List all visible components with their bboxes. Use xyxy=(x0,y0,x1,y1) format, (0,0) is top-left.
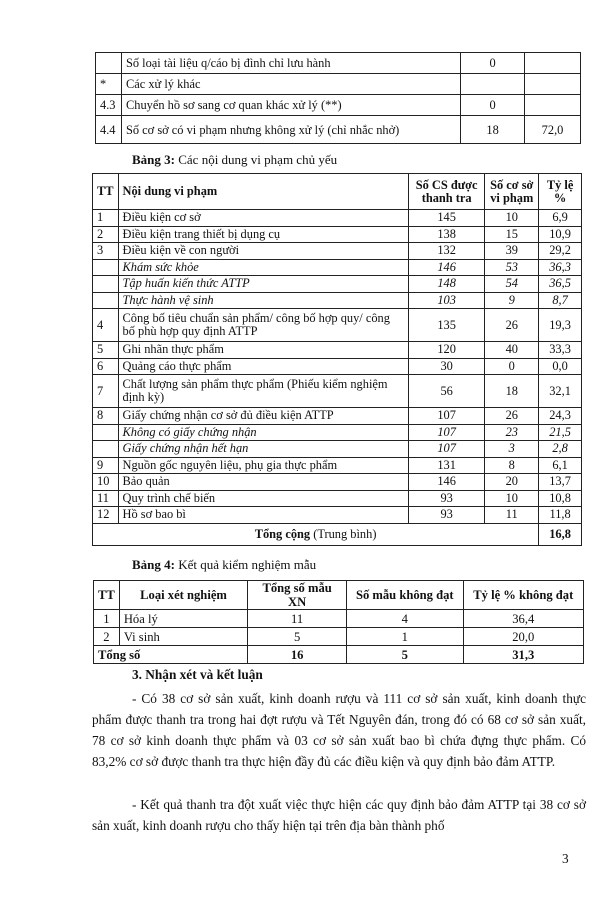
table-row xyxy=(93,457,582,474)
total-label-bold: Tổng cộng xyxy=(254,526,311,541)
table-row xyxy=(93,292,582,309)
violations-table xyxy=(92,173,582,546)
violations-table-header xyxy=(93,174,582,210)
row-label: Chuyển hồ sơ sang cơ quan khác xử lý (**) xyxy=(121,95,460,116)
test-results-header xyxy=(94,581,584,610)
table-row xyxy=(93,243,582,260)
row-number xyxy=(96,53,122,74)
row-inspected: 148 xyxy=(408,276,484,293)
table3-caption xyxy=(132,152,337,168)
row-content: Chất lượng sản phẩm thực phẩm (Phiếu kiểm nghiệm định kỳ) xyxy=(118,375,408,408)
row-violating: 39 xyxy=(485,243,539,260)
table-row xyxy=(93,226,582,243)
row-content: Điều kiện về con người xyxy=(118,243,408,260)
table-row xyxy=(93,375,582,408)
row-ratio: 36,4 xyxy=(463,610,583,628)
row-tt xyxy=(93,292,119,309)
row-count: 0 xyxy=(461,95,525,116)
row-number: 4.3 xyxy=(96,95,122,116)
row-number: 4.4 xyxy=(96,116,122,144)
row-violating: 18 xyxy=(485,375,539,408)
row-content: Giấy chứng nhận hết hạn xyxy=(118,441,408,458)
table-row xyxy=(96,116,581,144)
table-row xyxy=(96,74,581,95)
t4-header-fail: Số mẫu không đạt xyxy=(347,581,464,610)
row-ratio: 13,7 xyxy=(539,474,582,491)
row-inspected: 103 xyxy=(408,292,484,309)
row-inspected: 107 xyxy=(408,441,484,458)
header-ratio: Tỷ lệ % xyxy=(539,174,582,210)
row-tt: 5 xyxy=(93,342,119,359)
paragraph-2: - Kết quả thanh tra đột xuất việc thực hiện các quy định bảo đảm ATTP tại 38 cơ sở sản xuất, kinh doanh rượu cho thấy hiện tại trên địa bàn thành phố xyxy=(92,797,586,833)
row-ratio: 0,0 xyxy=(539,358,582,375)
row-content: Quảng cáo thực phẩm xyxy=(118,358,408,375)
row-violating: 26 xyxy=(485,309,539,342)
row-number: * xyxy=(96,74,122,95)
row-content: Công bố tiêu chuẩn sản phẩm/ công bố hợp quy/ công bố phù hợp quy định ATTP xyxy=(118,309,408,342)
header-inspected: Số CS được thanh tra xyxy=(408,174,484,210)
row-violating: 54 xyxy=(485,276,539,293)
row-percent: 72,0 xyxy=(525,116,581,144)
header-content: Nội dung vi phạm xyxy=(118,174,408,210)
row-ratio: 6,1 xyxy=(539,457,582,474)
header-tt: TT xyxy=(93,174,119,210)
t4-total-ratio: 31,3 xyxy=(463,646,583,664)
row-tt: 10 xyxy=(93,474,119,491)
t4-total-label: Tổng số xyxy=(94,646,248,664)
row-label: Số cơ sở có vi phạm nhưng không xử lý (chỉ nhắc nhở) xyxy=(121,116,460,144)
row-type: Hóa lý xyxy=(119,610,247,628)
row-total: 11 xyxy=(248,610,347,628)
row-content: Giấy chứng nhận cơ sở đủ điều kiện ATTP xyxy=(118,408,408,425)
row-inspected: 132 xyxy=(408,243,484,260)
table3-caption-text: Các nội dung vi phạm chủ yếu xyxy=(174,152,338,167)
row-inspected: 131 xyxy=(408,457,484,474)
table-row xyxy=(93,474,582,491)
row-content: Bảo quản xyxy=(118,474,408,491)
row-violating: 26 xyxy=(485,408,539,425)
row-inspected: 107 xyxy=(408,408,484,425)
row-violating: 11 xyxy=(485,507,539,524)
row-count xyxy=(461,74,525,95)
row-tt: 8 xyxy=(93,408,119,425)
row-content: Khám sức khỏe xyxy=(118,259,408,276)
table-row xyxy=(94,628,584,646)
row-count: 0 xyxy=(461,53,525,74)
row-content: Thực hành vệ sinh xyxy=(118,292,408,309)
row-ratio: 2,8 xyxy=(539,441,582,458)
table-row xyxy=(93,309,582,342)
row-tt: 9 xyxy=(93,457,119,474)
header-violating: Số cơ sở vi phạm xyxy=(485,174,539,210)
table4-caption xyxy=(132,557,316,573)
row-ratio: 36,5 xyxy=(539,276,582,293)
row-total: 5 xyxy=(248,628,347,646)
page-number: 3 xyxy=(562,851,569,866)
row-ratio: 11,8 xyxy=(539,507,582,524)
row-violating: 9 xyxy=(485,292,539,309)
row-ratio: 8,7 xyxy=(539,292,582,309)
row-inspected: 146 xyxy=(408,259,484,276)
row-ratio: 29,2 xyxy=(539,243,582,260)
row-type: Vi sinh xyxy=(119,628,247,646)
row-violating: 0 xyxy=(485,358,539,375)
row-content: Điều kiện cơ sở xyxy=(118,210,408,227)
row-tt xyxy=(93,276,119,293)
table-row xyxy=(93,424,582,441)
violations-total-row xyxy=(93,523,582,545)
table-row xyxy=(93,490,582,507)
table-row xyxy=(93,408,582,425)
row-violating: 20 xyxy=(485,474,539,491)
paragraph-1: - Có 38 cơ sở sản xuất, kinh doanh rượu và 111 cơ sở sản xuất, kinh doanh thực phẩm được thanh tra trong hai đợt rượu và Tết Nguyên đán, trong đó có 68 cơ sở sản xuất, 78 cơ sở kinh doanh thực phẩm và 03 cơ sở sản xuất bao bì chứa đựng thực phẩm. Có 83,2% cơ sở được thanh tra thực hiện đầy đủ các điều kiện và quy định bảo đảm ATTP. xyxy=(92,691,586,769)
row-violating: 8 xyxy=(485,457,539,474)
t4-header-type: Loại xét nghiệm xyxy=(119,581,247,610)
row-fail: 1 xyxy=(347,628,464,646)
row-percent xyxy=(525,53,581,74)
table-row xyxy=(93,441,582,458)
table-row xyxy=(93,358,582,375)
table4-caption-text: Kết quả kiểm nghiệm mẫu xyxy=(174,557,317,572)
t4-header-tt: TT xyxy=(94,581,120,610)
row-inspected: 120 xyxy=(408,342,484,359)
table-row xyxy=(93,210,582,227)
row-tt xyxy=(93,424,119,441)
table-row xyxy=(96,95,581,116)
row-violating: 10 xyxy=(485,210,539,227)
row-content: Quy trình chế biến xyxy=(118,490,408,507)
row-violating: 10 xyxy=(485,490,539,507)
row-ratio: 19,3 xyxy=(539,309,582,342)
row-label: Các xử lý khác xyxy=(121,74,460,95)
row-violating: 40 xyxy=(485,342,539,359)
section-heading: 3. Nhận xét và kết luận xyxy=(132,667,263,682)
table-row xyxy=(96,53,581,74)
table-row xyxy=(93,259,582,276)
row-tt xyxy=(93,259,119,276)
test-results-total-row xyxy=(94,646,584,664)
previous-table-fragment xyxy=(95,52,581,144)
row-ratio: 24,3 xyxy=(539,408,582,425)
row-tt: 4 xyxy=(93,309,119,342)
row-tt: 2 xyxy=(94,628,120,646)
row-tt: 1 xyxy=(93,210,119,227)
row-inspected: 138 xyxy=(408,226,484,243)
row-inspected: 30 xyxy=(408,358,484,375)
t4-total-fail: 5 xyxy=(347,646,464,664)
table-row xyxy=(93,342,582,359)
row-inspected: 146 xyxy=(408,474,484,491)
t4-header-ratio: Tỷ lệ % không đạt xyxy=(463,581,583,610)
row-percent xyxy=(525,95,581,116)
table-row xyxy=(93,507,582,524)
row-content: Ghi nhãn thực phẩm xyxy=(118,342,408,359)
row-inspected: 56 xyxy=(408,375,484,408)
row-violating: 3 xyxy=(485,441,539,458)
total-label xyxy=(93,523,539,545)
row-percent xyxy=(525,74,581,95)
row-tt: 11 xyxy=(93,490,119,507)
row-ratio: 21,5 xyxy=(539,424,582,441)
row-ratio: 20,0 xyxy=(463,628,583,646)
row-inspected: 107 xyxy=(408,424,484,441)
row-content: Điều kiện trang thiết bị dụng cụ xyxy=(118,226,408,243)
row-violating: 15 xyxy=(485,226,539,243)
row-inspected: 145 xyxy=(408,210,484,227)
test-results-table xyxy=(93,580,584,664)
row-ratio: 6,9 xyxy=(539,210,582,227)
row-tt: 6 xyxy=(93,358,119,375)
row-tt: 7 xyxy=(93,375,119,408)
row-ratio: 36,3 xyxy=(539,259,582,276)
table-row xyxy=(94,610,584,628)
row-tt: 2 xyxy=(93,226,119,243)
row-violating: 23 xyxy=(485,424,539,441)
row-count: 18 xyxy=(461,116,525,144)
row-ratio: 33,3 xyxy=(539,342,582,359)
row-fail: 4 xyxy=(347,610,464,628)
row-content: Hồ sơ bao bì xyxy=(118,507,408,524)
row-tt: 12 xyxy=(93,507,119,524)
row-tt xyxy=(93,441,119,458)
row-tt: 1 xyxy=(94,610,120,628)
row-tt: 3 xyxy=(93,243,119,260)
row-content: Không có giấy chứng nhận xyxy=(118,424,408,441)
row-inspected: 135 xyxy=(408,309,484,342)
row-ratio: 32,1 xyxy=(539,375,582,408)
t4-total-total: 16 xyxy=(248,646,347,664)
row-violating: 53 xyxy=(485,259,539,276)
total-ratio: 16,8 xyxy=(539,523,582,545)
row-inspected: 93 xyxy=(408,507,484,524)
table4-caption-label: Bảng 4: xyxy=(132,557,175,572)
t4-header-total: Tổng số mẫu XN xyxy=(248,581,347,610)
row-content: Tập huấn kiến thức ATTP xyxy=(118,276,408,293)
row-content: Nguồn gốc nguyên liệu, phụ gia thực phẩm xyxy=(118,457,408,474)
row-inspected: 93 xyxy=(408,490,484,507)
table3-caption-label: Bảng 3: xyxy=(132,152,175,167)
row-ratio: 10,8 xyxy=(539,490,582,507)
row-ratio: 10,9 xyxy=(539,226,582,243)
row-label: Số loại tài liệu q/cáo bị đình chỉ lưu hành xyxy=(121,53,460,74)
total-label-rest: (Trung bình) xyxy=(310,526,377,541)
table-row xyxy=(93,276,582,293)
